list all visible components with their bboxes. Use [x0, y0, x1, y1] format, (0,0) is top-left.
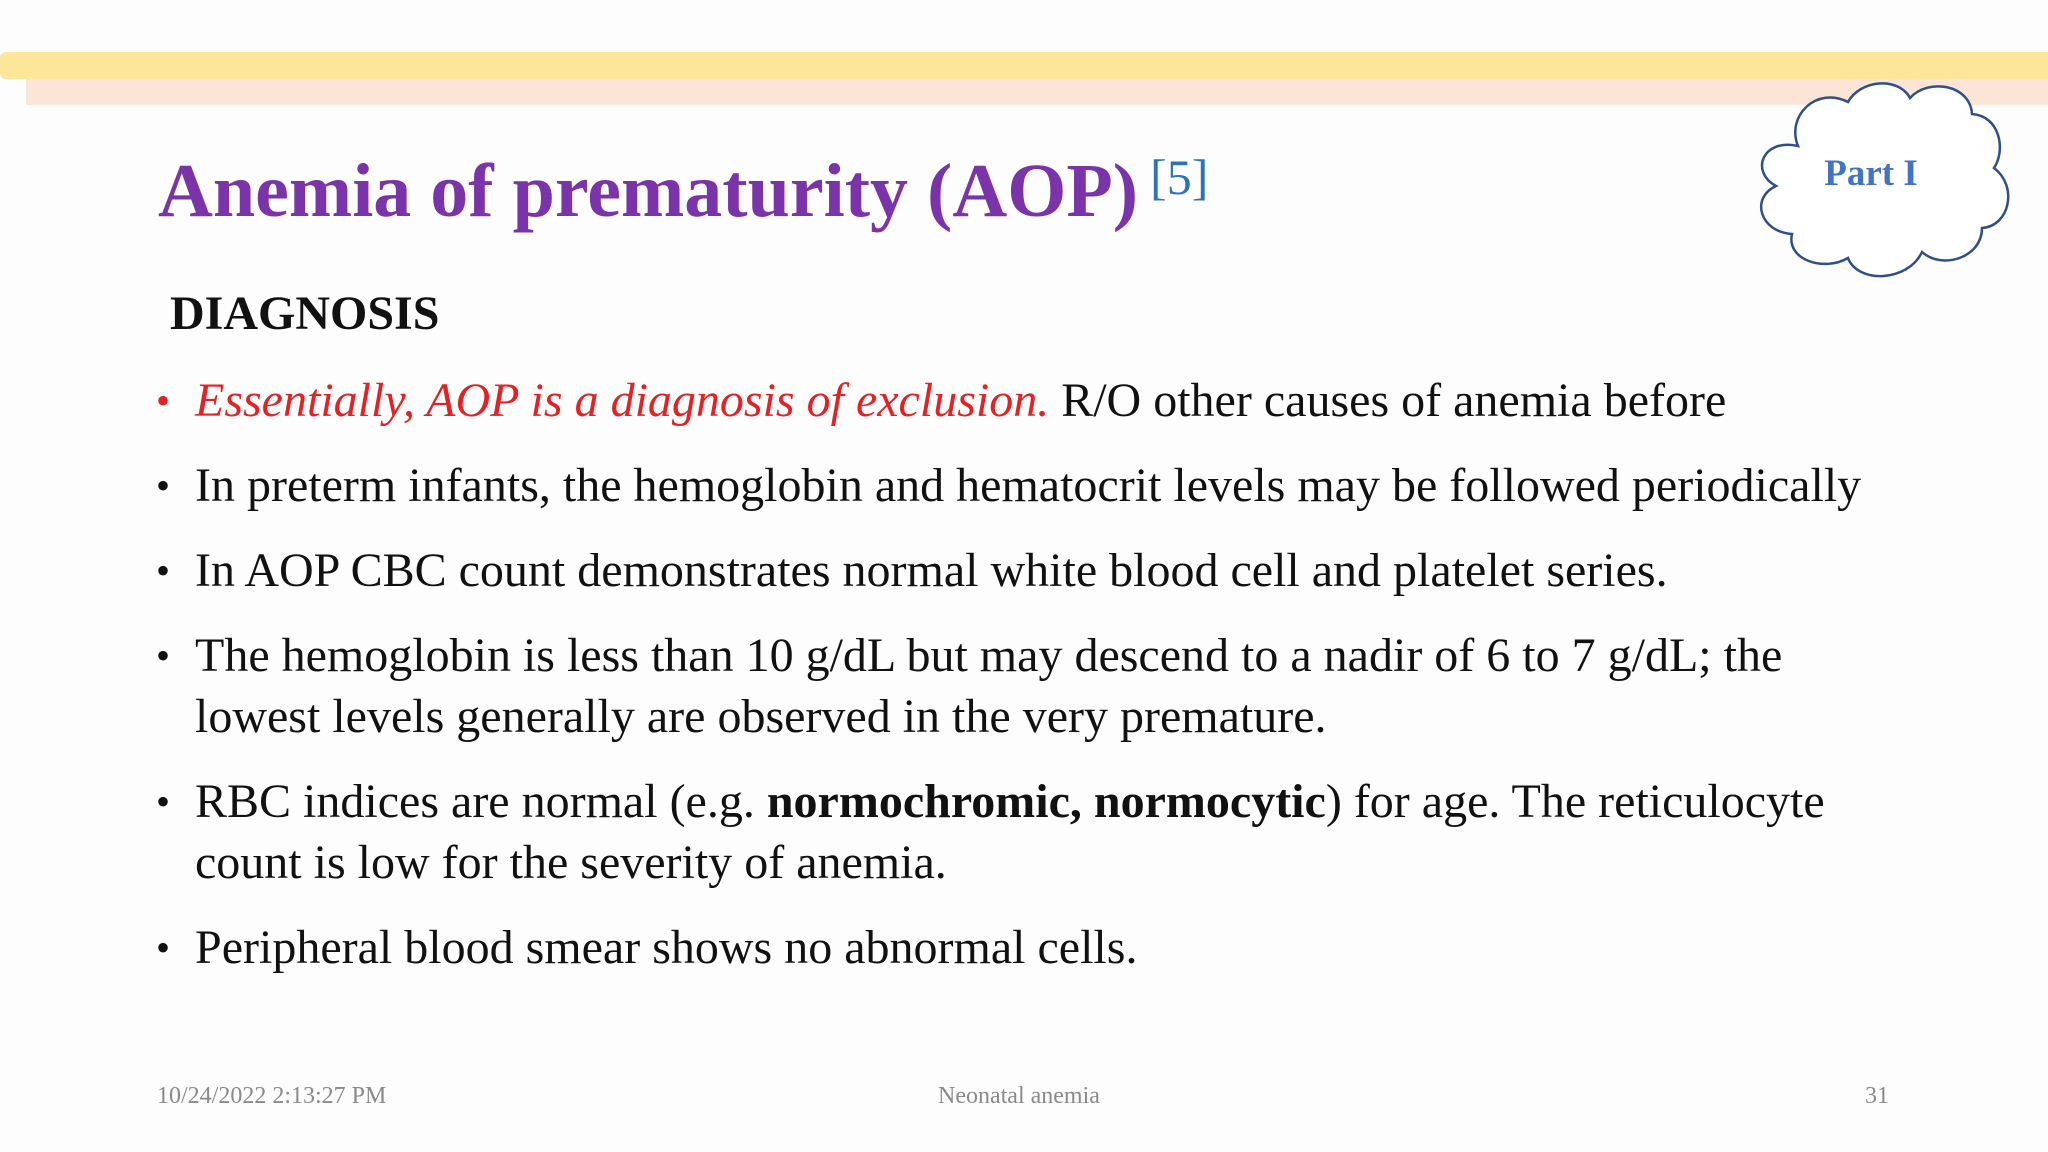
bullet-text: R/O other causes of anemia before [1049, 374, 1727, 427]
footer-date: 10/24/2022 2:13:27 PM [157, 1083, 387, 1109]
bullet-item [150, 625, 1910, 747]
bullet-emphasis: Essentially, AOP is a diagnosis of exclusion. [195, 374, 1050, 427]
section-heading: DIAGNOSIS [170, 287, 440, 340]
slide-number: 31 [1865, 1083, 1889, 1109]
bullet-text: In preterm infants, the hemoglobin and hematocrit levels may be followed periodically [195, 459, 1862, 512]
bullet-list [150, 370, 1910, 1002]
bullet-item [150, 455, 1910, 516]
bullet-item [150, 771, 1910, 893]
bullet-dot-icon: • [156, 463, 171, 508]
bullet-text: ) for age. The reticulocyte count is low for the severity of anemia. [195, 775, 1825, 889]
bullet-item [150, 917, 1910, 978]
bullet-dot-icon: • [156, 633, 171, 678]
bullet-bold-text: normochromic, normocytic [766, 775, 1326, 828]
bullet-text: RBC indices are normal (e.g. [195, 775, 767, 828]
top-accent-bar [0, 52, 2048, 79]
bullet-dot-icon: • [156, 378, 171, 423]
bullet-item [150, 540, 1910, 601]
bullet-dot-icon: • [156, 779, 171, 824]
bullet-text: Peripheral blood smear shows no abnormal cells. [195, 921, 1138, 974]
bullet-text: In AOP CBC count demonstrates normal white blood cell and platelet series. [195, 544, 1668, 597]
slide-title-text: Anemia of prematurity (AOP) [158, 149, 1139, 233]
bullet-item [150, 370, 1910, 431]
title-reference: [5] [1150, 149, 1209, 205]
slide-title [158, 150, 1208, 234]
footer-title: Neonatal anemia [938, 1083, 1100, 1109]
bullet-dot-icon: • [156, 548, 171, 593]
bullet-dot-icon: • [156, 925, 171, 970]
bullet-text: The hemoglobin is less than 10 g/dL but may descend to a nadir of 6 to 7 g/dL; the lowest levels generally are observed in the very premature. [195, 629, 1783, 743]
cloud-badge-label: Part I [1824, 153, 1918, 194]
